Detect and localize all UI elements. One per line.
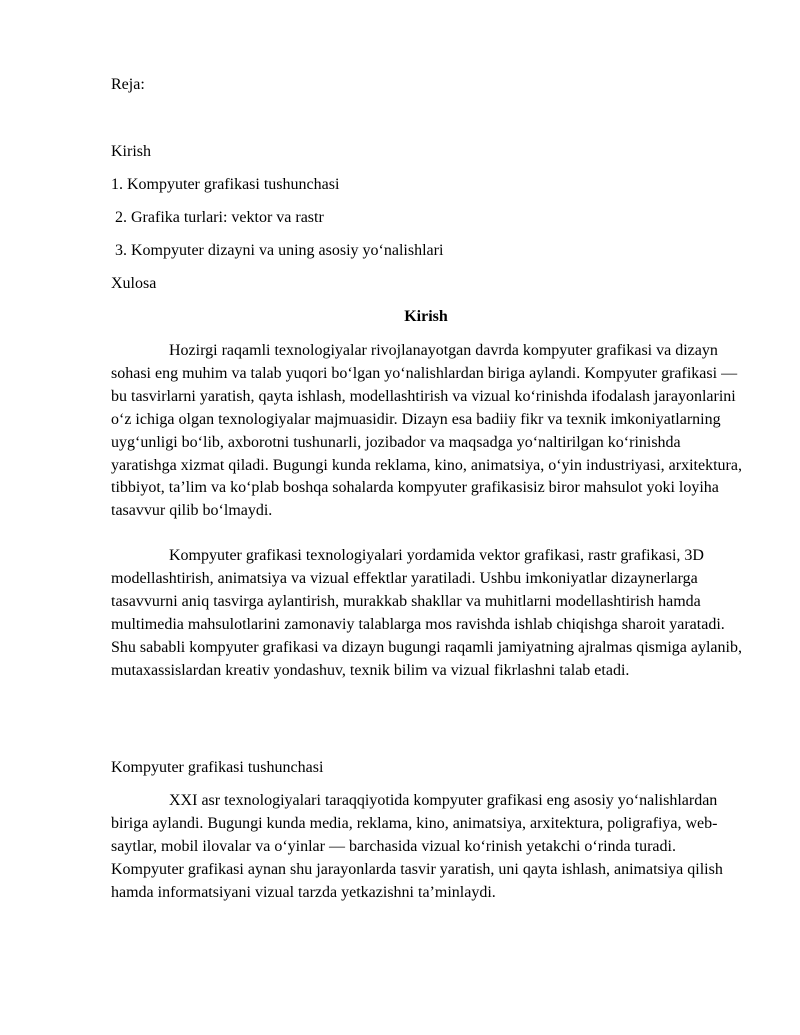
section1-paragraph: XXI asr texnologiyalari taraqqiyotida kompyuter grafikasi eng asosiy yo‘nalishlardan biriga aylandi. Bugungi kunda media, reklama, kino, animatsiya, arxitektura, poligrafiya, web-saytlar, mobil ilovalar va o‘yinlar — barchasida vizual ko‘rinish yetakchi o‘rinda turadi. Kompyuter grafikasi aynan shu jarayonlarda tasvir yaratish, uni qayta ishlash, animatsiya qilish hamda informatsiyani vizual tarzda yetkazishni ta’minlaydi. xyxy=(111,792,723,901)
section1-heading: Kompyuter grafikasi tushunchasi xyxy=(111,759,324,776)
intro-heading: Kirish xyxy=(404,308,448,325)
plan-title: Reja: xyxy=(111,76,145,93)
plan-item-intro: Kirish xyxy=(111,143,151,160)
intro-paragraph-2: Kompyuter grafikasi texnologiyalari yordamida vektor grafikasi, rastr grafikasi, 3D modellashtirish, animatsiya va vizual effektlar yaratiladi. Ushbu imkoniyatlar dizaynerlarga tasavvurni aniq tasvirga aylantirish, murakkab shakllar va muhitlarni modellashtirish hamda multimedia mahsulotlarini zamonaviy talablarga mos ravishda ishlab chiqishga sharoit yaratadi. Shu sababli kompyuter grafikasi va dizayn bugungi raqamli jamiyatning ajralmas qismiga aylanib, mutaxassislardan kreativ yondashuv, texnik bilim va vizual fikrlashni talab etadi. xyxy=(111,547,742,679)
plan-item-conclusion: Xulosa xyxy=(111,275,157,292)
plan-item-2: 2. Grafika turlari: vektor va rastr xyxy=(111,209,324,226)
plan-item-1: 1. Kompyuter grafikasi tushunchasi xyxy=(111,176,340,193)
intro-paragraph-1: Hozirgi raqamli texnologiyalar rivojlanayotgan davrda kompyuter grafikasi va dizayn sohasi eng muhim va talab yuqori bo‘lgan yo‘nalishlardan biriga aylandi. Kompyuter grafikasi — bu tasvirlarni yaratish, qayta ishlash, modellashtirish va vizual ko‘rinishda ifodalash jarayonlarini o‘z ichiga olgan texnologiyalar majmuasidir. Dizayn esa badiiy fikr va texnik imkoniyatlarning uyg‘unligi bo‘lib, axborotni tushunarli, jozibador va maqsadga yo‘naltirilgan ko‘rinishda yaratishga xizmat qiladi. Bugungi kunda reklama, kino, animatsiya, o‘yin industriyasi, arxitektura, tibbiyot, ta’lim va ko‘plab boshqa sohalarda kompyuter grafikasisiz biror mahsulot yoki loyiha tasavvur qilib bo‘lmaydi. xyxy=(111,342,742,520)
plan-item-3: 3. Kompyuter dizayni va uning asosiy yo‘nalishlari xyxy=(111,242,444,259)
